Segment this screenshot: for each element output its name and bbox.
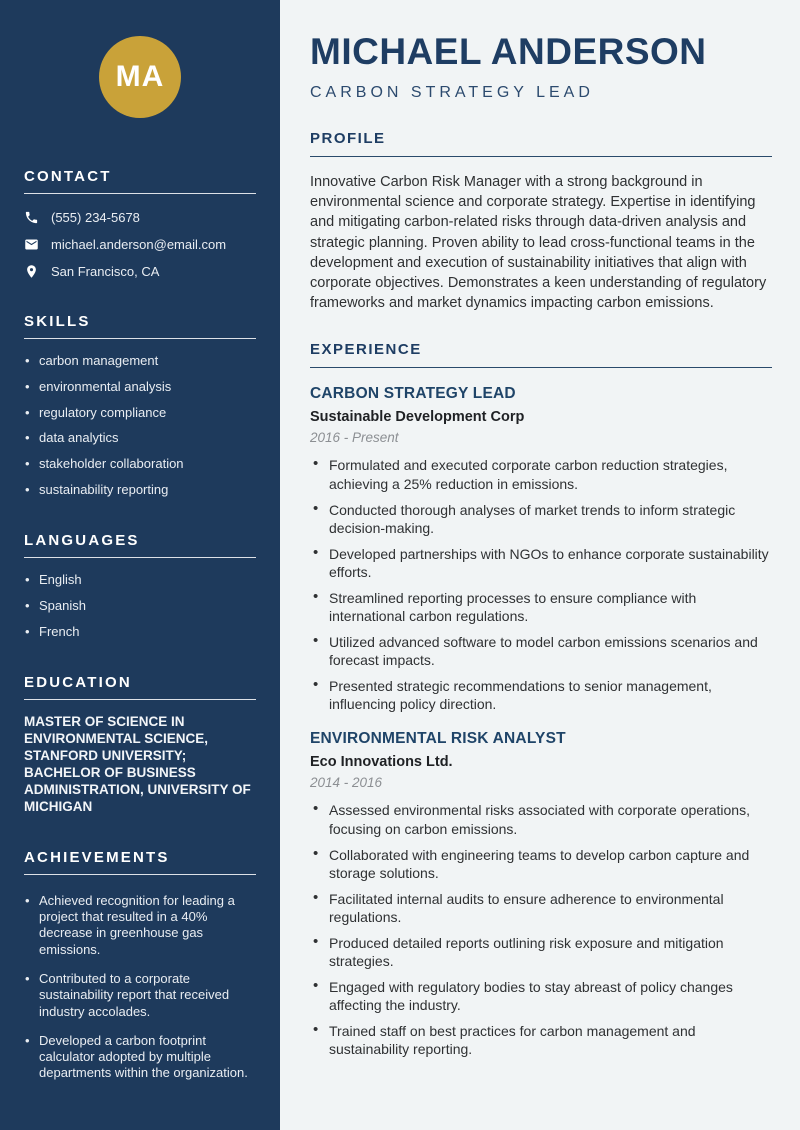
skills-heading: SKILLS [24,313,256,339]
education-section [24,674,256,815]
profile-text: Innovative Carbon Risk Manager with a strong background in environmental science and corporate strategy. Expertise in identifying and mitigating carbon-related risks through data-driven analysis and strategic planning. Proven ability to lead cross-functional teams in the development and execution of sustainability initiatives that align with corporate objectives. Demonstrates a keen understanding of regulatory frameworks and market dynamics impacting carbon emissions. [310,174,767,312]
language-item: • Spanish [24,598,256,614]
job-bullet: • Trained staff on best practices for carbon management and sustainability reporting. [310,1022,772,1059]
contact-email-row [24,237,256,252]
job-bullet: • Utilized advanced software to model carbon emissions scenarios and forecast impacts. [310,633,772,670]
contact-list [24,210,256,279]
skills-list [24,353,256,498]
profile-heading: PROFILE [310,130,772,157]
skill-item: • sustainability reporting [24,482,256,498]
achievement-item: • Contributed to a corporate sustainability report that received industry accolades. [24,971,256,1020]
education-text: MASTER OF SCIENCE IN ENVIRONMENTAL SCIENCE, STANFORD UNIVERSITY; BACHELOR OF BUSINESS ADMINISTRATION, UNIVERSITY OF MICHIGAN [24,713,251,814]
skill-item: • data analytics [24,430,256,446]
achievements-list [24,893,256,1082]
skill-item: • regulatory compliance [24,405,256,421]
job-bullet: • Facilitated internal audits to ensure adherence to environmental regulations. [310,890,772,927]
job-title: ENVIRONMENTAL RISK ANALYST [310,730,566,748]
skill-item: • environmental analysis [24,379,256,395]
achievement-item: • Achieved recognition for leading a project that resulted in a 40% decrease in greenhouse gas emissions. [24,893,256,958]
main-column [280,0,800,1130]
job-company: Eco Innovations Ltd. [310,754,453,771]
contact-email-text: michael.anderson@email.com [51,237,227,252]
achievements-heading: ACHIEVEMENTS [24,849,256,875]
job-bullet-list [310,801,772,1058]
experience-job-2 [310,730,772,1058]
contact-location-row [24,264,256,279]
candidate-name: MICHAEL ANDERSON [310,31,707,72]
job-bullet: • Engaged with regulatory bodies to stay abreast of policy changes affecting the industry. [310,978,772,1015]
candidate-title: CARBON STRATEGY LEAD [310,84,594,101]
job-title: CARBON STRATEGY LEAD [310,385,516,403]
job-bullet: • Developed partnerships with NGOs to enhance corporate sustainability efforts. [310,545,772,582]
avatar-initials: MA [115,60,165,93]
languages-section [24,532,256,640]
language-item: • French [24,624,256,640]
skill-item: • carbon management [24,353,256,369]
job-bullet: • Formulated and executed corporate carbon reduction strategies, achieving a 25% reduction in emissions. [310,456,772,493]
job-bullet: • Streamlined reporting processes to ensure compliance with international carbon regulations. [310,589,772,626]
contact-heading: CONTACT [24,168,256,194]
languages-list [24,572,256,640]
job-bullet: • Collaborated with engineering teams to develop carbon capture and storage solutions. [310,846,772,883]
contact-location-text: San Francisco, CA [51,264,160,279]
sidebar [0,0,280,1130]
experience-heading: EXPERIENCE [310,341,772,368]
job-bullet: • Conducted thorough analyses of market trends to inform strategic decision-making. [310,501,772,538]
email-icon [24,237,39,252]
job-company: Sustainable Development Corp [310,409,525,426]
contact-phone-row [24,210,256,225]
languages-heading: LANGUAGES [24,532,256,558]
location-pin-icon [24,264,39,279]
phone-icon [24,210,39,225]
skills-section [24,313,256,498]
job-dates: 2016 - Present [310,430,399,446]
experience-job-1 [310,385,772,713]
contact-phone-text: (555) 234-5678 [51,210,140,225]
contact-section [24,168,256,279]
job-dates: 2014 - 2016 [310,775,383,791]
job-bullet: • Assessed environmental risks associated with corporate operations, focusing on carbon emissions. [310,801,772,838]
job-bullet-list [310,456,772,713]
achievements-section [24,849,256,1082]
job-bullet: • Produced detailed reports outlining risk exposure and mitigation strategies. [310,934,772,971]
achievement-item: • Developed a carbon footprint calculator adopted by multiple departments within the organization. [24,1033,256,1082]
language-item: • English [24,572,256,588]
skill-item: • stakeholder collaboration [24,456,256,472]
avatar [99,36,181,118]
job-bullet: • Presented strategic recommendations to senior management, influencing policy direction. [310,677,772,714]
education-heading: EDUCATION [24,674,256,700]
